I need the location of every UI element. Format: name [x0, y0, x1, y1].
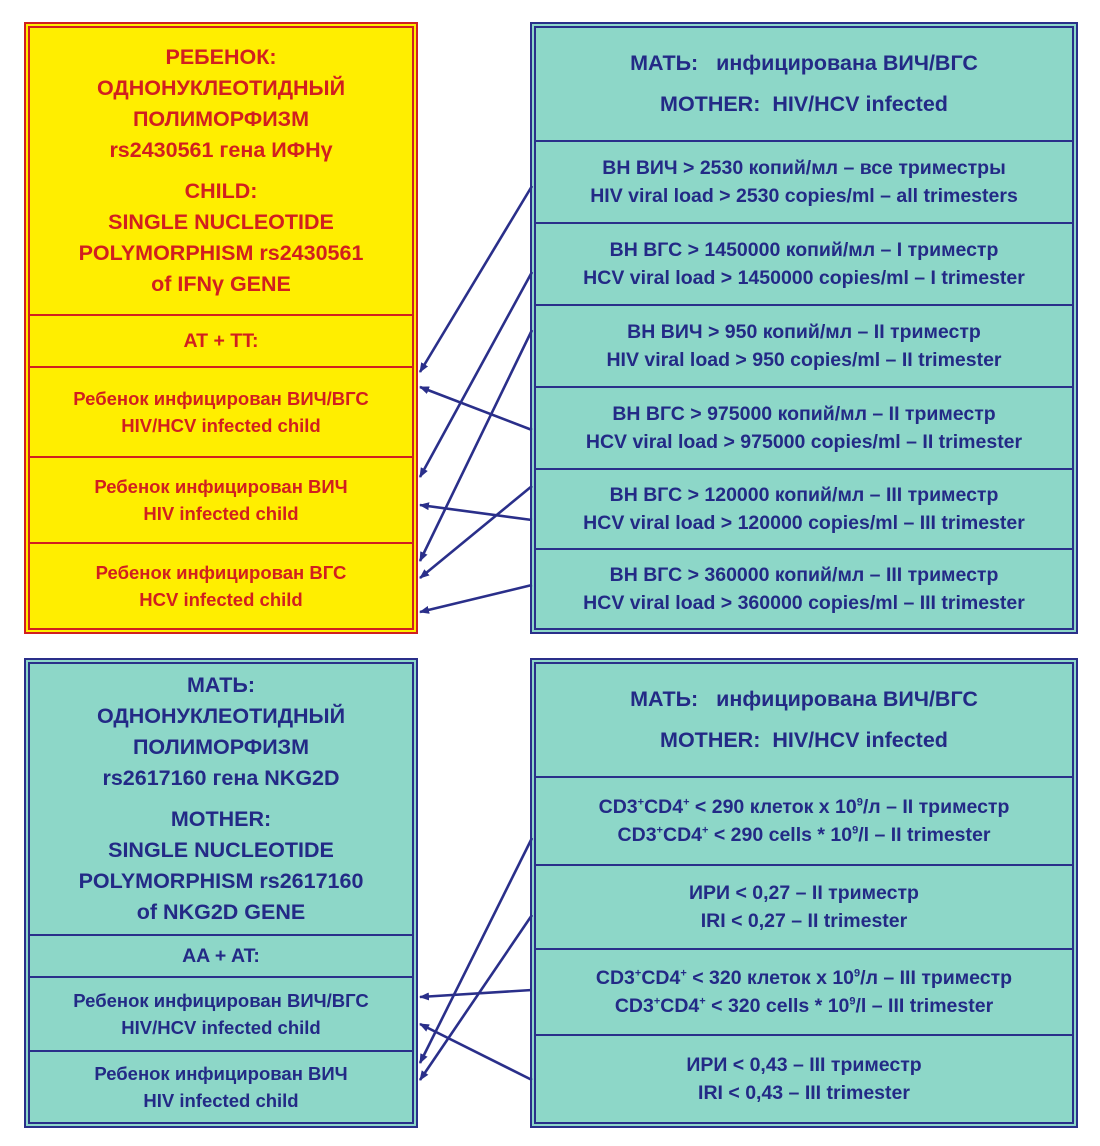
- title-line: MOTHER:: [170, 807, 272, 831]
- header-en: MOTHER: HIV/HCV infected: [660, 92, 948, 116]
- outcome-ru: Ребенок инфицирован ВИЧ/ВГС: [73, 990, 369, 1011]
- title-line: ОДНОНУКЛЕОТИДНЫЙ: [96, 76, 346, 100]
- title-line: SINGLE NUCLEOTIDE: [108, 210, 334, 234]
- factor-en: CD3+CD4+ < 290 cells * $10^9/l$ – II trimester: [617, 824, 991, 846]
- factor-en: CD3+CD4+ < 320 cells * $10^9/l$ – III trimester: [614, 995, 994, 1017]
- factor-en: HCV viral load > 120000 copies/ml – III trimester: [583, 512, 1025, 534]
- title-line: POLYMORPHISM rs2617160: [78, 869, 364, 893]
- factor-ru: ВН ВГС > 120000 копий/мл – III триместр: [609, 484, 999, 506]
- factor-en: HIV viral load > 950 copies/ml – II trimester: [606, 349, 1002, 371]
- factor-ru: ВН ВИЧ > 2530 копий/мл – все триместры: [602, 157, 1006, 179]
- title-line: SINGLE NUCLEOTIDE: [108, 838, 334, 862]
- factor-ru: ВН ВГС > 360000 копий/мл – III триместр: [609, 564, 999, 586]
- title-line: POLYMORPHISM rs2430561: [78, 241, 364, 265]
- header-en: MOTHER: HIV/HCV infected: [660, 728, 948, 752]
- factor-en: HCV viral load > 975000 copies/ml – II trimester: [585, 431, 1023, 453]
- outcome-en: HIV infected child: [143, 503, 299, 524]
- title-line: of NKG2D GENE: [136, 900, 306, 924]
- outcome-en: HIV/HCV infected child: [121, 1017, 321, 1038]
- factor-en: IRI < 0,43 – III trimester: [698, 1082, 910, 1104]
- arrow: [420, 186, 532, 372]
- arrow: [420, 838, 532, 1063]
- factor-ru: CD3+CD4+ < 320 клеток х $10^9/л$ – III триместр: [595, 967, 1013, 989]
- outcome-en: HCV infected child: [139, 589, 303, 610]
- title-line: rs2430561 гена ИФНγ: [109, 138, 333, 162]
- outcome-ru: Ребенок инфицирован ВИЧ: [94, 1063, 348, 1084]
- genotype-label: AA + AT:: [30, 934, 412, 976]
- arrow: [420, 387, 532, 430]
- outcome-ru: Ребенок инфицирован ВИЧ/ВГС: [73, 388, 369, 409]
- title-line: ПОЛИМОРФИЗМ: [132, 735, 310, 759]
- title-line: РЕБЕНОК:: [165, 45, 277, 69]
- outcome-ru: Ребенок инфицирован ВИЧ: [94, 476, 348, 497]
- factor-ru: ВН ВГС > 975000 копий/мл – II триместр: [612, 403, 996, 425]
- arrow: [420, 505, 532, 520]
- title-line: of IFNγ GENE: [151, 272, 291, 296]
- factor-en: IRI < 0,27 – II trimester: [700, 910, 908, 932]
- factor-ru: ВН ВИЧ > 950 копий/мл – II триместр: [627, 321, 981, 343]
- factor-en: HIV viral load > 2530 copies/ml – all trimesters: [590, 185, 1018, 207]
- factor-en: HCV viral load > 360000 copies/ml – III trimester: [583, 592, 1025, 614]
- title-line: ОДНОНУКЛЕОТИДНЫЙ: [96, 704, 346, 728]
- header-ru: МАТЬ: инфицирована ВИЧ/ВГС: [630, 51, 978, 75]
- factor-en: HCV viral load > 1450000 copies/ml – I trimester: [583, 267, 1025, 289]
- arrow: [420, 915, 532, 1080]
- title-line: CHILD:: [184, 179, 258, 203]
- factor-ru: ИРИ < 0,27 – II триместр: [689, 882, 919, 904]
- outcome-ru: Ребенок инфицирован ВГС: [95, 562, 347, 583]
- title-line: ПОЛИМОРФИЗМ: [132, 107, 310, 131]
- factor-ru: ВН ВГС > 1450000 копий/мл – I триместр: [609, 239, 999, 261]
- arrow: [420, 585, 532, 612]
- header-ru: МАТЬ: инфицирована ВИЧ/ВГС: [630, 687, 978, 711]
- arrow: [420, 486, 532, 578]
- title-line: rs2617160 гена NKG2D: [102, 766, 340, 790]
- factor-ru: CD3+CD4+ < 290 клеток х $10^9/л$ – II триместр: [598, 796, 1010, 818]
- outcome-en: HIV infected child: [143, 1090, 299, 1111]
- factor-ru: ИРИ < 0,43 – III триместр: [686, 1054, 922, 1076]
- arrow: [420, 1024, 532, 1080]
- title-line: МАТЬ:: [186, 673, 256, 697]
- genotype-label: AT + TT:: [30, 314, 412, 366]
- outcome-en: HIV/HCV infected child: [121, 415, 321, 436]
